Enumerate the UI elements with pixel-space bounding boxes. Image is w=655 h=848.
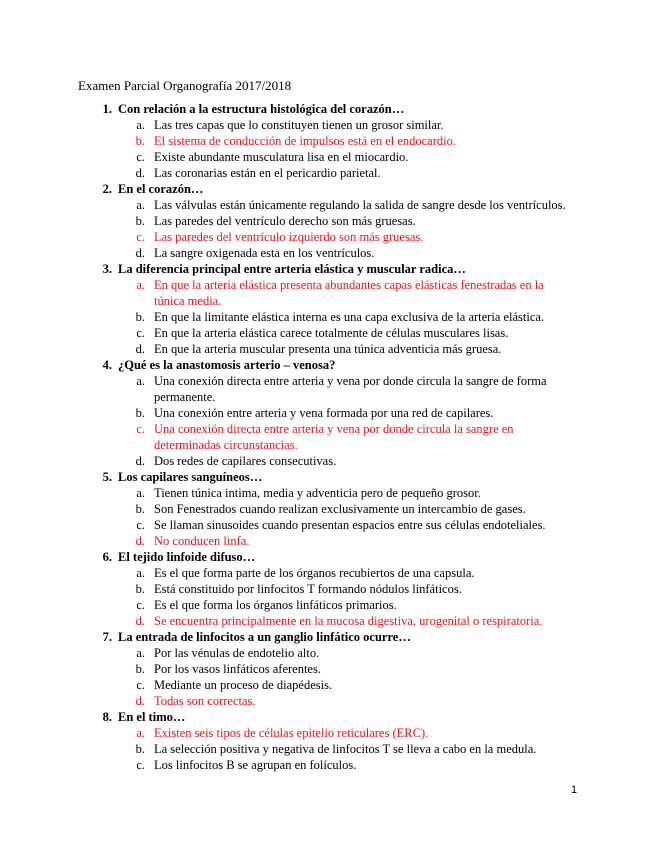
answer-option bbox=[0, 309, 655, 325]
option-text: Mediante un proceso de diapédesis. bbox=[154, 678, 333, 692]
option-list bbox=[0, 725, 655, 773]
option-text: Una conexión entre arteria y vena formada por una red de capilares. bbox=[154, 406, 494, 420]
option-letter: c. bbox=[136, 326, 145, 340]
answer-option bbox=[0, 373, 655, 405]
answer-option bbox=[0, 245, 655, 261]
option-letter: b. bbox=[135, 134, 145, 148]
question-header bbox=[0, 261, 655, 277]
answer-option bbox=[0, 149, 655, 165]
option-letter: c. bbox=[136, 758, 145, 772]
answer-option bbox=[0, 117, 655, 133]
option-letter: c. bbox=[136, 678, 145, 692]
answer-option bbox=[0, 741, 655, 757]
answer-option-correct bbox=[0, 613, 655, 629]
question-text: En el corazón… bbox=[118, 182, 204, 196]
answer-option bbox=[0, 677, 655, 693]
answer-option bbox=[0, 325, 655, 341]
option-text: No conducen linfa. bbox=[154, 534, 250, 548]
option-letter: d. bbox=[135, 166, 145, 180]
option-letter: a. bbox=[136, 374, 145, 388]
option-text: Está constituido por linfocitos T formando nódulos linfáticos. bbox=[154, 582, 462, 596]
option-letter: d. bbox=[135, 454, 145, 468]
option-text: Tienen túnica intima, media y adventicia pero de pequeño grosor. bbox=[154, 486, 481, 500]
option-text: Los linfocitos B se agrupan en folículos. bbox=[154, 758, 357, 772]
question-text: La diferencia principal entre arteria elástica y muscular radica… bbox=[118, 262, 466, 276]
option-list bbox=[0, 117, 655, 181]
answer-option-correct bbox=[0, 277, 655, 309]
option-letter: c. bbox=[136, 422, 145, 436]
option-text: Existen seis tipos de células epitelio reticulares (ERC). bbox=[154, 726, 429, 740]
option-list bbox=[0, 197, 655, 261]
question-item bbox=[0, 101, 655, 181]
answer-option bbox=[0, 405, 655, 421]
option-letter: d. bbox=[135, 246, 145, 260]
question-item bbox=[0, 629, 655, 709]
answer-option bbox=[0, 485, 655, 501]
question-item bbox=[0, 357, 655, 469]
option-list bbox=[0, 485, 655, 549]
question-header bbox=[0, 549, 655, 565]
question-text: El tejido linfoide difuso… bbox=[118, 550, 256, 564]
question-text: Los capilares sanguíneos… bbox=[118, 470, 263, 484]
option-text: Todas son correctas. bbox=[154, 694, 256, 708]
question-header bbox=[0, 469, 655, 485]
option-text: Por las vénulas de endotelio alto. bbox=[154, 646, 320, 660]
option-text: En que la arteria elástica carece totalmente de células musculares lisas. bbox=[154, 326, 509, 340]
answer-option bbox=[0, 453, 655, 469]
option-letter: a. bbox=[136, 486, 145, 500]
answer-option bbox=[0, 197, 655, 213]
question-header bbox=[0, 181, 655, 197]
answer-option bbox=[0, 581, 655, 597]
option-letter: b. bbox=[135, 502, 145, 516]
option-letter: b. bbox=[135, 406, 145, 420]
option-text: Una conexión directa entre arteria y vena por donde circula la sangre en determinadas circunstancias. bbox=[154, 422, 514, 452]
answer-option bbox=[0, 165, 655, 181]
question-item bbox=[0, 709, 655, 773]
option-text: Por los vasos linfáticos aferentes. bbox=[154, 662, 321, 676]
question-item bbox=[0, 469, 655, 549]
page-title: Examen Parcial Organografía 2017/2018 bbox=[78, 78, 292, 93]
option-text: Las paredes del ventrículo derecho son más gruesas. bbox=[154, 214, 416, 228]
option-text: En que la arteria muscular presenta una túnica adventicia más gruesa. bbox=[154, 342, 502, 356]
answer-option-correct bbox=[0, 229, 655, 245]
option-text: En que la arteria elástica presenta abundantes capas elásticas fenestradas en la túnica media. bbox=[154, 278, 544, 308]
option-text: Existe abundante musculatura lisa en el miocardio. bbox=[154, 150, 409, 164]
option-letter: a. bbox=[136, 198, 145, 212]
option-text: Una conexión directa entre arteria y vena por donde circula la sangre de forma permanente. bbox=[154, 374, 547, 404]
option-letter: a. bbox=[136, 726, 145, 740]
option-letter: c. bbox=[136, 230, 145, 244]
option-text: El sistema de conducción de impulsos está en el endocardio. bbox=[154, 134, 456, 148]
answer-option-correct bbox=[0, 133, 655, 149]
page-number: 1 bbox=[571, 784, 578, 796]
question-number: 8. bbox=[102, 710, 112, 724]
option-text: Las tres capas que lo constituyen tienen un grosor similar. bbox=[154, 118, 444, 132]
option-letter: d. bbox=[135, 342, 145, 356]
option-letter: a. bbox=[136, 278, 145, 292]
option-list bbox=[0, 565, 655, 629]
question-number: 4. bbox=[102, 358, 112, 372]
answer-option bbox=[0, 501, 655, 517]
option-list bbox=[0, 645, 655, 709]
option-text: La selección positiva y negativa de linfocitos T se lleva a cabo en la medula. bbox=[154, 742, 537, 756]
option-letter: d. bbox=[135, 614, 145, 628]
option-letter: b. bbox=[135, 310, 145, 324]
option-text: En que la limitante elástica interna es una capa exclusiva de la arteria elástica. bbox=[154, 310, 545, 324]
option-text: La sangre oxigenada esta en los ventrículos. bbox=[154, 246, 375, 260]
option-text: Son Fenestrados cuando realizan exclusivamente un intercambio de gases. bbox=[154, 502, 526, 516]
option-text: Es el que forma parte de los órganos recubiertos de una capsula. bbox=[154, 566, 475, 580]
question-number: 6. bbox=[102, 550, 112, 564]
answer-option-correct bbox=[0, 421, 655, 453]
question-text: En el timo… bbox=[118, 710, 186, 724]
question-number: 7. bbox=[102, 630, 112, 644]
option-letter: a. bbox=[136, 118, 145, 132]
option-letter: d. bbox=[135, 694, 145, 708]
option-letter: b. bbox=[135, 214, 145, 228]
answer-option bbox=[0, 645, 655, 661]
option-text: Dos redes de capilares consecutivas. bbox=[154, 454, 337, 468]
question-text: La entrada de linfocitos a un ganglio linfático ocurre… bbox=[118, 630, 411, 644]
answer-option bbox=[0, 597, 655, 613]
question-number: 1. bbox=[102, 102, 112, 116]
option-text: Las paredes del ventrículo izquierdo son más gruesas. bbox=[154, 230, 424, 244]
option-letter: a. bbox=[136, 566, 145, 580]
answer-option-correct bbox=[0, 693, 655, 709]
answer-option bbox=[0, 517, 655, 533]
question-item bbox=[0, 181, 655, 261]
question-header bbox=[0, 357, 655, 373]
question-text: Con relación a la estructura histológica del corazón… bbox=[118, 102, 405, 116]
option-letter: c. bbox=[136, 150, 145, 164]
option-letter: b. bbox=[135, 742, 145, 756]
question-item bbox=[0, 549, 655, 629]
question-header bbox=[0, 629, 655, 645]
answer-option bbox=[0, 213, 655, 229]
option-list bbox=[0, 373, 655, 469]
option-text: Se encuentra principalmente en la mucosa digestiva, urogenital o respiratoria. bbox=[154, 614, 543, 628]
option-letter: c. bbox=[136, 518, 145, 532]
option-letter: b. bbox=[135, 582, 145, 596]
question-number: 3. bbox=[102, 262, 112, 276]
answer-option bbox=[0, 565, 655, 581]
option-letter: a. bbox=[136, 646, 145, 660]
answer-option-correct bbox=[0, 725, 655, 741]
answer-option bbox=[0, 757, 655, 773]
question-list bbox=[0, 101, 655, 773]
answer-option bbox=[0, 341, 655, 357]
question-number: 2. bbox=[102, 182, 112, 196]
option-letter: d. bbox=[135, 534, 145, 548]
option-letter: c. bbox=[136, 598, 145, 612]
option-text: Las válvulas están únicamente regulando la salida de sangre desde los ventrículos. bbox=[154, 198, 566, 212]
question-header bbox=[0, 101, 655, 117]
answer-option bbox=[0, 661, 655, 677]
answer-option-correct bbox=[0, 533, 655, 549]
option-letter: b. bbox=[135, 662, 145, 676]
question-item bbox=[0, 261, 655, 357]
option-text: Las coronarias están en el pericardio parietal. bbox=[154, 166, 381, 180]
question-header bbox=[0, 709, 655, 725]
option-list bbox=[0, 277, 655, 357]
question-text: ¿Qué es la anastomosis arterio – venosa? bbox=[118, 358, 336, 372]
option-text: Es el que forma los órganos linfáticos primarios. bbox=[154, 598, 397, 612]
option-text: Se llaman sinusoides cuando presentan espacios entre sus células endoteliales. bbox=[154, 518, 546, 532]
question-number: 5. bbox=[102, 470, 112, 484]
